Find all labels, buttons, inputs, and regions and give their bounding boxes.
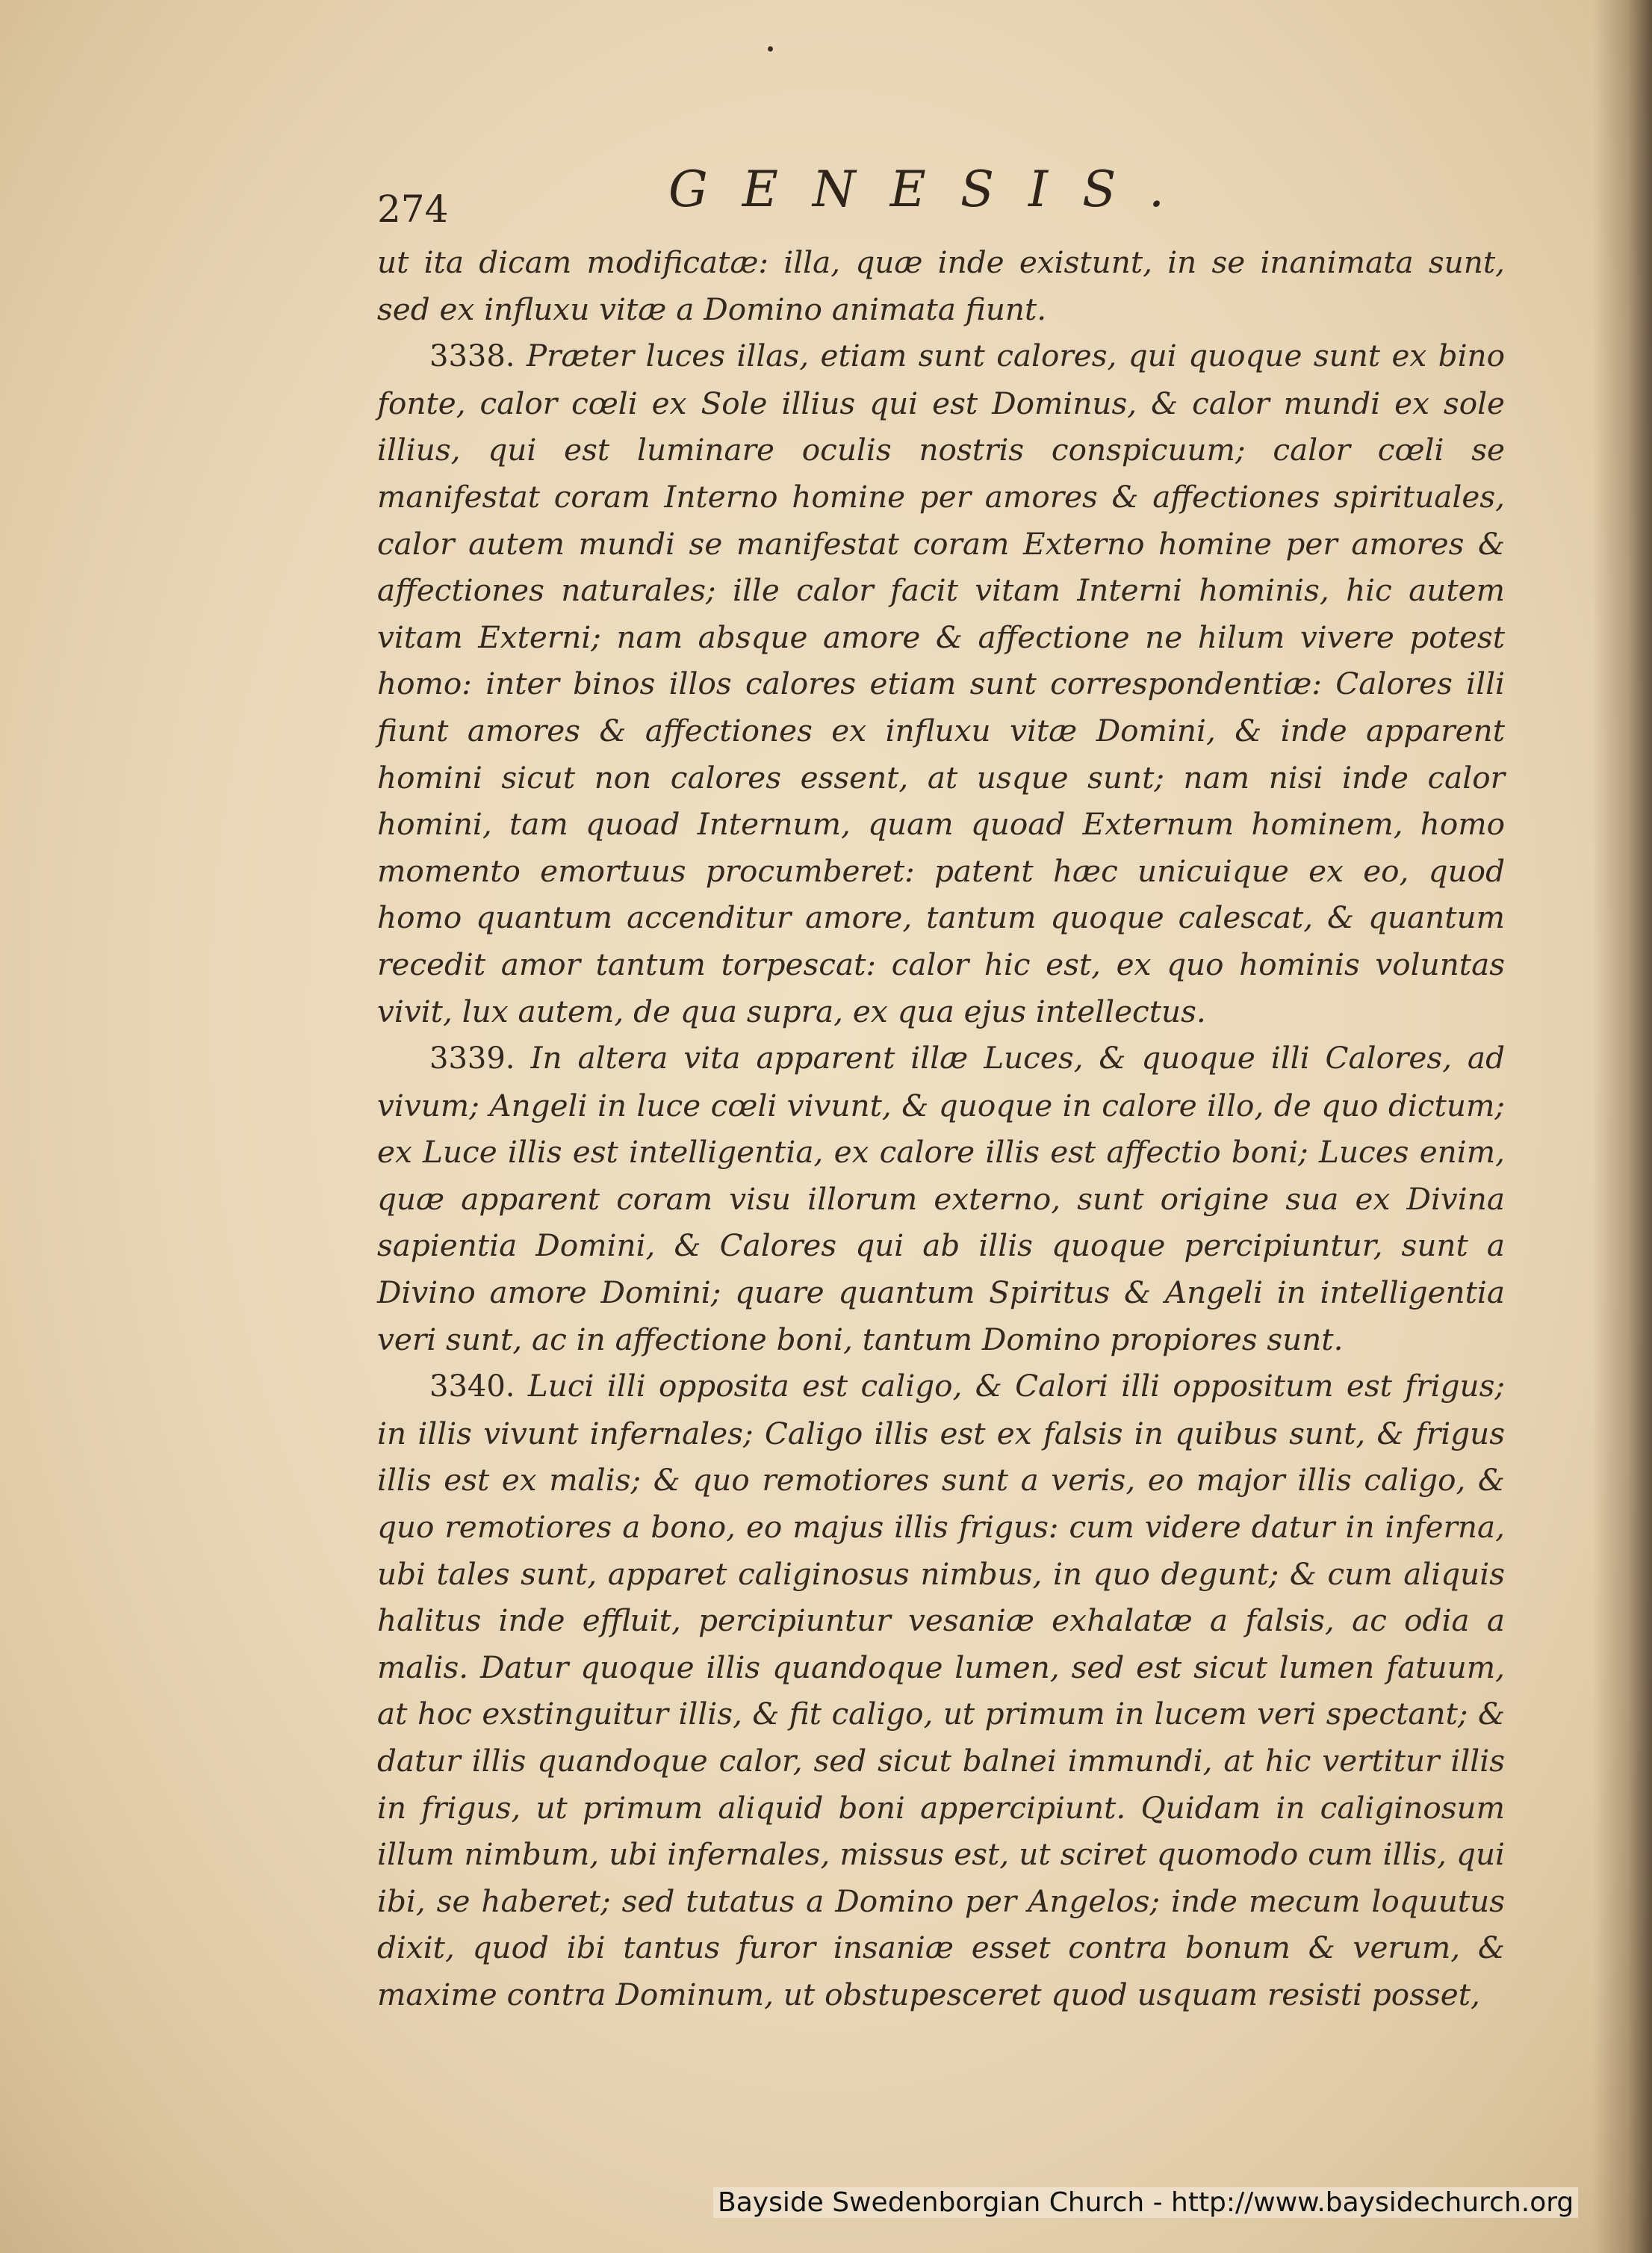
body-text xyxy=(377,239,1505,2018)
page-number: 274 xyxy=(377,188,449,231)
paragraph-3340 xyxy=(377,1363,1505,2018)
page-edge-shadow xyxy=(1592,0,1652,2253)
paragraph-number: 3338. xyxy=(429,339,515,374)
footer-credit: Bayside Swedenborgian Church - http://www.baysidechurch.org xyxy=(713,2187,1578,2218)
paragraph-text: Luci illi opposita est caligo, & Calori illi oppositum est frigus; in illis vivunt infernales; Caligo illis est ex falsis in quibus sunt, & frigus illis est ex malis; & quo remotiores sunt a veris, eo major illis caligo, & quo remotiores a bono, eo majus illis frigus: cum videre datur in inferna, ubi tales sunt, apparet caliginosus nimbus, in quo degunt; & cum aliquis halitus inde effluit, percipiuntur vesaniæ exhalatæ a falsis, ac odia a malis. Datur quoque illis quandoque lumen, sed est sicut lumen fatuum, at hoc exstinguitur illis, & fit caligo, ut primum in lucem veri spectant; & datur illis quandoque calor, sed sicut balnei immundi, at hic vertitur illis in frigus, ut primum aliquid boni appercipiunt. Quidam in caliginosum illum nimbum, ubi infernales, missus est, ut sciret quomodo cum illis, qui ibi, se haberet; sed tutatus a Domino per Angelos; inde mecum loquutus dixit, quod ibi tantus furor insaniæ esset contra bonum & verum, & maxime contra Dominum, ut obstupesceret quod usquam resisti posset, xyxy=(377,1368,1506,2012)
paragraph-number: 3339. xyxy=(429,1041,515,1076)
paragraph-text: In altera vita apparent illæ Luces, & quoque illi Calores, ad vivum; Angeli in luce cœli vivunt, & quoque in calore illo, de quo dictum; ex Luce illis est intelligentia, ex calore illis est affectio boni; Luces enim, quæ apparent coram visu illorum externo, sunt origine sua ex Divina sapientia Domini, & Calores qui ab illis quoque percipiuntur, sunt a Divino amore Domini; quare quantum Spiritus & Angeli in intelligentia veri sunt, ac in affectione boni, tantum Domino propiores sunt. xyxy=(377,1040,1506,1357)
paragraph-3339 xyxy=(377,1035,1505,1363)
paragraph-text: Præter luces illas, etiam sunt calores, qui quoque sunt ex bino fonte, calor cœli ex Sole illius qui est Dominus, & calor mundi ex sole illius, qui est luminare oculis nostris conspicuum; calor cœli se manifestat coram Interno homine per amores & affectiones spirituales, calor autem mundi se manifestat coram Externo homine per amores & affectiones naturales; ille calor facit vitam Interni hominis, hic autem vitam Externi; nam absque amore & affectione ne hilum vivere potest homo: inter binos illos calores etiam sunt correspondentiæ: Calores illi fiunt amores & affectiones ex influxu vitæ Domini, & inde apparent homini sicut non calores essent, at usque sunt; nam nisi inde calor homini, tam quoad Internum, quam quoad Externum hominem, homo momento emortuus procumberet: patent hæc unicuique ex eo, quod homo quantum accenditur amore, tantum quoque calescat, & quantum recedit amor tantum torpescat: calor hic est, ex quo hominis voluntas vivit, lux autem, de qua supra, ex qua ejus intellectus. xyxy=(377,338,1505,1029)
ink-speck xyxy=(768,46,773,52)
page-header xyxy=(377,161,1497,231)
running-title: GENESIS. xyxy=(668,161,1199,218)
paragraph-continuation xyxy=(377,239,1505,332)
paragraph-3338 xyxy=(377,332,1505,1035)
paragraph-number: 3340. xyxy=(429,1369,515,1404)
paragraph-text: ut ita dicam modificatæ: illa, quæ inde existunt, in se inanimata sunt, sed ex influxu vitæ a Domino animata fiunt. xyxy=(377,244,1505,327)
